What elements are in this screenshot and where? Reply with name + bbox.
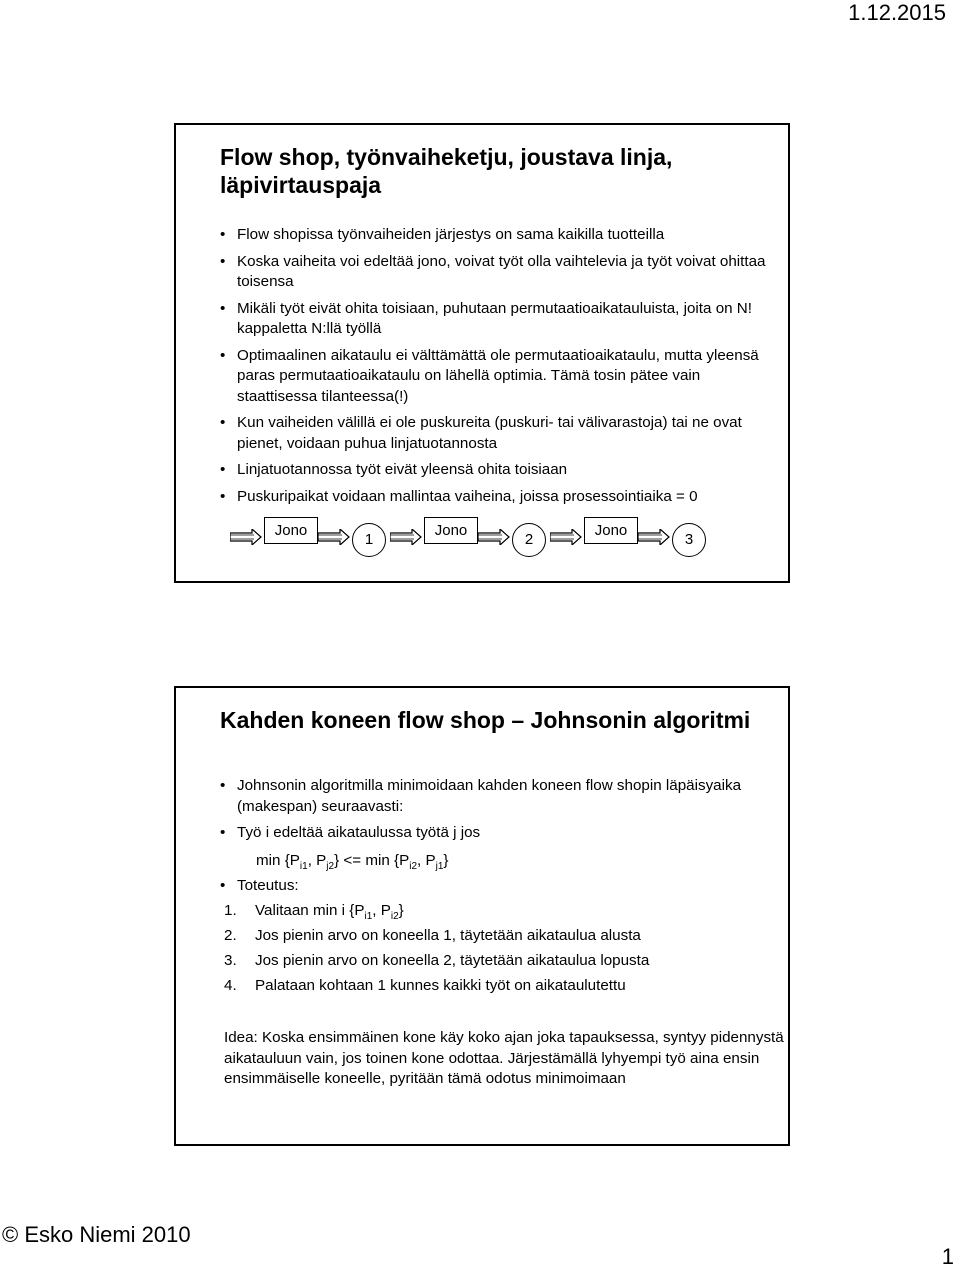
list-item: • Puskuripaikat voidaan mallintaa vaiheina, joissa prosessointiaika = 0 xyxy=(220,487,768,508)
slide-flow-shop xyxy=(174,123,790,583)
page-number: 1 xyxy=(941,1244,954,1269)
list-item: • Toteutus: xyxy=(220,876,768,897)
list-item: • Linjatuotannossa työt eivät yleensä ohita toisiaan xyxy=(220,460,768,481)
page-date: 1.12.2015 xyxy=(848,0,946,25)
slide-johnson-algorithm xyxy=(174,686,790,1146)
list-item: • Koska vaiheita voi edeltää jono, voivat työt olla vaihtelevia ja työt voivat ohittaa toisensa xyxy=(220,252,766,290)
double-arrow-right-icon xyxy=(478,529,510,545)
bullet-list xyxy=(220,876,768,903)
bullet-icon: • xyxy=(220,777,226,794)
machine-node: 1 xyxy=(352,523,386,557)
list-item: 2. Jos pienin arvo on koneella 1, täytetään aikataulua alusta xyxy=(224,927,641,944)
list-item: • Johnsonin algoritmilla minimoidaan kahden koneen flow shopin läpäisyaika (makespan) seuraavasti: xyxy=(220,777,742,815)
bullet-list xyxy=(220,225,768,513)
list-item: • Optimaalinen aikataulu ei välttämättä ole permutaatioaikataulu, mutta yleensä paras permutaatioaikataulu on lähellä optimia. Tämä tosin pätee vain staattisessa tilanteessa(!) xyxy=(220,346,759,405)
flow-diagram xyxy=(230,515,770,565)
list-item: 4. Palataan kohtaan 1 kunnes kaikki työt on aikataulutettu xyxy=(224,977,626,994)
double-arrow-right-icon xyxy=(638,529,670,545)
bullet-list xyxy=(220,776,768,848)
list-item: • Työ i edeltää aikataulussa työtä j jos xyxy=(220,823,768,844)
bullet-icon: • xyxy=(220,346,226,364)
list-item: 3. Jos pienin arvo on koneella 2, täytetään aikataulua lopusta xyxy=(224,952,650,969)
list-item: 1. Valitaan min i {$P_{i1}$, $P_{i2}$} xyxy=(224,902,404,923)
bullet-icon: • xyxy=(220,252,226,270)
idea-paragraph: Idea: Koska ensimmäinen kone käy koko ajan joka tapauksessa, syntyy pidennystä aikatauluun vain, jos toinen kone odottaa. Järjestämällä lyhyempi työ aina ensin ensimmäiselle koneelle, pyritään tämä odotus minimoimaan xyxy=(224,1029,784,1087)
queue-box: Jono xyxy=(424,517,478,544)
machine-node: 2 xyxy=(512,523,546,557)
slide-title: Kahden koneen flow shop – Johnsonin algoritmi xyxy=(220,707,751,733)
double-arrow-right-icon xyxy=(390,529,422,545)
list-item: • Kun vaiheiden välillä ei ole puskureita (puskuri- tai välivarastoja) tai ne ovat pienet, voidaan puhua linjatuotannosta xyxy=(220,414,742,452)
double-arrow-right-icon xyxy=(230,529,262,545)
bullet-icon: • xyxy=(220,299,226,317)
copyright-text: © Esko Niemi 2010 xyxy=(2,1222,191,1247)
bullet-icon: • xyxy=(220,877,226,894)
double-arrow-right-icon xyxy=(550,529,582,545)
queue-box: Jono xyxy=(264,517,318,544)
bullet-icon: • xyxy=(220,414,226,431)
queue-box: Jono xyxy=(584,517,638,544)
machine-node: 3 xyxy=(672,523,706,557)
bullet-icon: • xyxy=(220,824,226,841)
slide-title: Flow shop, työnvaiheketju, joustava linja, läpivirtauspaja xyxy=(220,144,673,198)
bullet-icon: • xyxy=(220,487,226,505)
johnson-condition: $\min \{P_{i1}$, $P_{j2}\} <= \min \{P_{i2}$, $P_{j1}$} xyxy=(256,852,449,873)
bullet-icon: • xyxy=(220,461,226,478)
list-item: • Mikäli työt eivät ohita toisiaan, puhutaan permutaatioaikatauluista, joita on N! kappaletta N:llä työllä xyxy=(220,299,752,337)
double-arrow-right-icon xyxy=(318,529,350,545)
list-item: • Flow shopissa työnvaiheiden järjestys on sama kaikilla tuotteilla xyxy=(220,225,768,246)
bullet-icon: • xyxy=(220,226,226,243)
numbered-list xyxy=(224,901,768,1001)
